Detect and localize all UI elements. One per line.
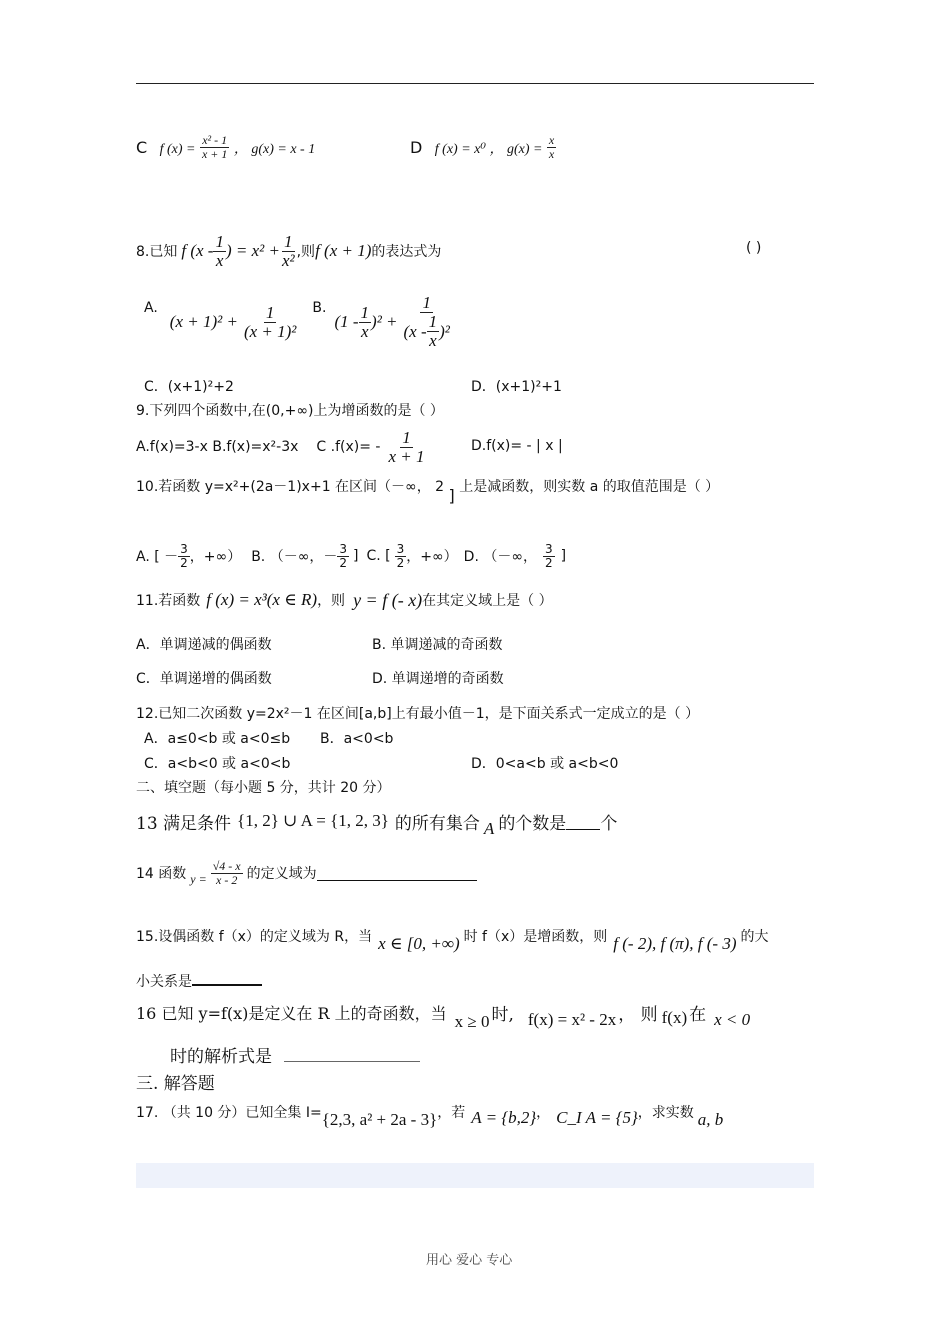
question-15-line2 bbox=[136, 970, 262, 991]
text: 14 函数 bbox=[136, 866, 187, 882]
math-text: (1 - bbox=[334, 312, 359, 331]
numerator: 3 bbox=[339, 541, 348, 556]
option-label: C bbox=[136, 138, 148, 158]
text: 13 满足条件 bbox=[136, 813, 232, 834]
denominator: x - 2 bbox=[216, 872, 238, 887]
fraction bbox=[200, 134, 229, 160]
question-12-option-d: D．0<a<b 或 a<b<0 bbox=[471, 756, 619, 772]
denominator bbox=[402, 313, 452, 350]
math-text: ， g(x) = x - 1 bbox=[233, 142, 316, 158]
denominator: 2 bbox=[339, 555, 348, 570]
denominator: 2 bbox=[396, 555, 405, 570]
denominator: x + 1 bbox=[201, 146, 228, 161]
math-text: a, b bbox=[697, 1110, 724, 1129]
fraction bbox=[213, 233, 226, 270]
question-16-line2 bbox=[170, 1042, 420, 1067]
numerator: 1 bbox=[284, 231, 293, 251]
fraction bbox=[242, 304, 298, 341]
question-8-stem bbox=[136, 228, 441, 274]
fraction bbox=[359, 304, 372, 341]
text: 时 f（x）是增函数，则 bbox=[463, 929, 608, 945]
fraction bbox=[280, 233, 297, 270]
header-rule bbox=[136, 83, 814, 84]
question-8-option-c: C．(x+1)²+2 bbox=[144, 379, 234, 395]
shaded-band bbox=[136, 1163, 814, 1188]
numerator: √4 - x bbox=[212, 858, 241, 873]
fraction bbox=[547, 134, 556, 160]
text: ， bbox=[536, 1105, 551, 1121]
text: ] bbox=[353, 548, 359, 564]
text: ，+∞） bbox=[189, 549, 242, 565]
fraction bbox=[395, 543, 407, 569]
question-12-option-b: B．a<0<b bbox=[320, 731, 394, 747]
math-text: ) = x² + bbox=[225, 241, 280, 260]
option-label: D bbox=[410, 138, 423, 158]
text: 个 bbox=[600, 813, 618, 834]
denominator: 2 bbox=[180, 555, 188, 570]
question-number: 8.已知 bbox=[136, 244, 178, 260]
text: ，若 bbox=[437, 1105, 466, 1121]
text: 在其定义域上是（ ） bbox=[422, 593, 553, 609]
text: 的个数是 bbox=[498, 813, 567, 834]
math-text: f(x) = x² - 2x bbox=[527, 1010, 617, 1029]
answer-blank[interactable] bbox=[317, 866, 477, 881]
numerator: 1 bbox=[360, 302, 370, 322]
text: 在 bbox=[689, 1004, 707, 1025]
text: ] bbox=[560, 548, 567, 564]
math-text: y = f (- x) bbox=[353, 589, 423, 610]
numerator: 1 bbox=[265, 302, 275, 322]
page-footer: 用心 爱心 专心 bbox=[426, 1253, 513, 1268]
numerator: 1 bbox=[215, 231, 224, 251]
option-d: D. （－∞， bbox=[463, 549, 538, 565]
option-b: B. （－∞，－ bbox=[251, 549, 338, 565]
text: 的所有集合 bbox=[394, 813, 480, 834]
question-11-option-c: C．单调递增的偶函数 bbox=[136, 671, 272, 687]
text: 16 已知 y=f(x)是定义在 R 上的奇函数，当 bbox=[136, 1003, 447, 1023]
question-11-stem bbox=[136, 584, 553, 616]
math-text: f(x) bbox=[661, 1008, 688, 1027]
math-text: f (x) = x⁰ ， g(x) = bbox=[434, 142, 543, 158]
denominator: x + 1 bbox=[388, 446, 425, 466]
text: ，+∞） bbox=[406, 549, 458, 565]
question-8-option-d: D．(x+1)²+1 bbox=[471, 379, 562, 395]
question-8-options-ab bbox=[144, 292, 452, 352]
numerator: x² - 1 bbox=[202, 133, 228, 147]
section-heading-solve: 三. 解答题 bbox=[136, 1074, 215, 1094]
question-13 bbox=[136, 800, 617, 842]
question-10-options bbox=[136, 538, 566, 574]
numerator: 1 bbox=[402, 427, 411, 447]
section-heading-fill-blank: 二、填空题（每小题 5 分，共计 20 分） bbox=[136, 780, 391, 796]
answer-blank[interactable] bbox=[284, 1047, 420, 1062]
math-text: (x + 1)² + bbox=[169, 312, 238, 331]
answer-blank[interactable] bbox=[566, 813, 600, 830]
fraction bbox=[178, 543, 190, 569]
answer-paren: ( ) bbox=[746, 240, 762, 256]
fraction bbox=[337, 543, 349, 569]
prev-option-c bbox=[136, 133, 316, 162]
denominator: x bbox=[361, 321, 369, 341]
text: 小关系是 bbox=[136, 974, 192, 990]
text: 17. （共 10 分）已知全集 I= bbox=[136, 1105, 322, 1121]
numerator: 1 bbox=[428, 312, 438, 332]
math-text: y = bbox=[190, 871, 207, 886]
text: 2 bbox=[435, 479, 445, 495]
denominator: (x + 1)² bbox=[243, 321, 297, 341]
fraction bbox=[402, 294, 452, 350]
numerator: 1 bbox=[422, 293, 431, 313]
question-12-option-c: C．a<b<0 或 a<0<b bbox=[144, 756, 291, 772]
numerator: 3 bbox=[180, 541, 188, 556]
question-number: 11.若函数 bbox=[136, 593, 201, 609]
options-ab: A.f(x)=3-x B.f(x)=x²-3x bbox=[136, 439, 299, 455]
text: ，求实数 bbox=[637, 1105, 694, 1121]
option-a: A. [ － bbox=[136, 549, 179, 565]
question-16 bbox=[136, 994, 750, 1030]
question-11-option-d: D. 单调递增的奇函数 bbox=[372, 671, 504, 687]
denominator: 2 bbox=[545, 555, 553, 570]
question-12-stem: 12.已知二次函数 y=2x²－1 在区间[a,b]上有最小值－1，是下面关系式一定成立的是（ ） bbox=[136, 706, 700, 722]
math-text: {2,3, a² + 2a - 3} bbox=[321, 1110, 438, 1129]
math-text: C_I A = {5} bbox=[556, 1108, 638, 1127]
text: 的大 bbox=[740, 929, 769, 945]
math-text: A bbox=[483, 819, 495, 838]
option-label: A. bbox=[144, 300, 158, 316]
text: ，则 bbox=[317, 593, 346, 609]
math-text: x ∈ [0, +∞) bbox=[378, 934, 460, 953]
denominator: x bbox=[215, 250, 224, 270]
math-text: (x - bbox=[403, 321, 427, 341]
text: 时的解析式是 bbox=[170, 1047, 272, 1067]
denominator: x bbox=[548, 146, 555, 161]
question-14 bbox=[136, 852, 477, 894]
prev-option-d bbox=[410, 133, 556, 162]
math-text: f (x) = bbox=[159, 142, 196, 158]
denominator: x² bbox=[281, 250, 295, 270]
text: 10.若函数 y=x²+(2a－1)x+1 在区间（－∞， bbox=[136, 479, 431, 495]
fraction bbox=[386, 429, 426, 466]
numerator: x bbox=[548, 133, 555, 147]
question-10-stem bbox=[136, 476, 720, 505]
text: 的定义域为 bbox=[246, 866, 317, 882]
fraction bbox=[543, 543, 555, 569]
math-text: f (x) = x³(x ∈ R) bbox=[206, 590, 318, 609]
math-text: x ≥ 0 bbox=[454, 1012, 490, 1031]
text: ,则 bbox=[296, 244, 316, 260]
question-12-option-a: A．a≤0<b 或 a<0≤b bbox=[144, 731, 291, 747]
math-text: f (x - bbox=[181, 241, 214, 260]
fraction bbox=[211, 860, 243, 886]
text: 的表达式为 bbox=[371, 244, 442, 260]
fraction bbox=[427, 313, 440, 350]
text: 上是减函数，则实数 a 的取值范围是（ ） bbox=[459, 479, 720, 495]
option-label: B. bbox=[312, 300, 327, 316]
math-text: A = {b,2} bbox=[471, 1108, 537, 1127]
bracket: ] bbox=[448, 486, 455, 505]
question-9-stem: 9.下列四个函数中,在(0,+∞)上为增函数的是（ ） bbox=[136, 403, 444, 419]
text: ， 则 bbox=[618, 1004, 658, 1025]
question-17 bbox=[136, 1094, 723, 1130]
text: 15.设偶函数 f（x）的定义域为 R，当 bbox=[136, 929, 373, 945]
question-15 bbox=[136, 918, 816, 954]
option-c: C. [ bbox=[366, 548, 391, 564]
math-text: f (x + 1) bbox=[315, 241, 372, 260]
math-text: x < 0 bbox=[714, 1010, 751, 1029]
question-9-option-d: D.f(x)= - | x | bbox=[471, 438, 563, 454]
text: 时, bbox=[491, 1004, 514, 1025]
numerator: 3 bbox=[396, 541, 405, 556]
answer-blank[interactable] bbox=[192, 970, 262, 986]
math-text: f (- 2), f (π), f (- 3) bbox=[613, 934, 737, 953]
denominator: x bbox=[429, 330, 437, 350]
numerator: 3 bbox=[545, 541, 553, 556]
question-9-options bbox=[136, 424, 427, 470]
option-c: C .f(x)= - bbox=[316, 439, 381, 455]
math-text: )² + bbox=[371, 312, 398, 331]
math-text: {1, 2} ∪ A = {1, 2, 3} bbox=[237, 811, 389, 830]
math-text: )² bbox=[439, 321, 450, 341]
question-11-option-b: B. 单调递减的奇函数 bbox=[372, 637, 503, 653]
question-11-option-a: A．单调递减的偶函数 bbox=[136, 637, 272, 653]
